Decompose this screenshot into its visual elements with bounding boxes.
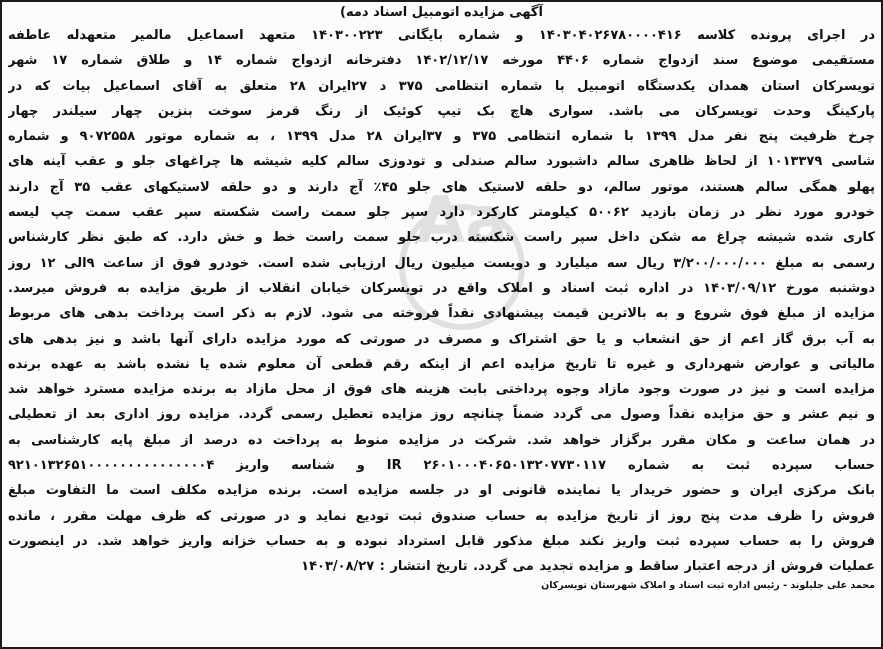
notice-line: مالیاتی و عوارض شهرداری و غیره تا تاریخ مزایده اعم از اینکه رقم قطعی آن معلوم شده یا نشده باشد به عهده برنده (8, 356, 875, 372)
notice-line: فروش را به حساب سپرده ثبت واریز نکند مبلغ مذکور قابل استرداد نبوده و به حساب خزانه واریز خواهد شد. در اینصورت (8, 533, 875, 549)
notice-line: حساب سپرده ثبت به شماره IR ۲۶۰۱۰۰۰۴۰۶۵۰۱۳۲۰۷۷۳۰۱۱۷ و شناسه واریز ۹۲۱۰۱۳۲۶۵۱۰۰۰۰۰۰۰۰۰۰۰۰۰۰۰۴ (8, 458, 875, 474)
signature-line: محمد علی جلیلوند - رئیس اداره ثبت اسناد و املاک شهرستان تویسرکان (541, 579, 875, 591)
notice-line: در اجرای پرونده کلاسه ۱۴۰۳۰۴۰۲۶۷۸۰۰۰۰۴۱۶ و شماره بایگانی ۱۴۰۳۰۰۲۲۳ متعهد اسماعیل مالمیر متعهدله عاطفه (8, 28, 875, 43)
notice-line: دوشنبه مورخ ۱۴۰۳/۰۹/۱۲ در اداره ثبت اسناد و املاک واقع در تویسرکان خیابان انقلاب از طریق مزایده به فروش میرسد. (8, 280, 875, 296)
notice-line: عملیات فروش از درجه اعتبار ساقط و مزایده تجدید می گردد. تاریخ انتشار : ۱۴۰۳/۰۸/۲۷ (301, 559, 875, 575)
notice-line: پهلو همگی سالم هستند، موتور سالم، دو حلقه لاستیک های جلو ۴۵٪ آج دارند و دو حلقه لاستیکهای عقب ۳۵ آج دارند (8, 179, 875, 195)
notice-line: چرخ ظرفیت پنج نفر مدل ۱۳۹۹ با شماره انتظامی ۳۷۵ و ۳۷ایران ۲۸ مدل ۱۳۹۹ ، به شماره موتور ۹۰۷۲۵۵۸ و شماره (8, 129, 875, 145)
notice-line: در همان ساعت و مکان مقرر برگزار خواهد شد. شرکت در مزایده منوط به پرداخت ده درصد از مبلغ پایه کارشناسی به (8, 432, 875, 448)
notice-line: مزایده از مبلغ فوق شروع و به بالاترین قیمت پیشنهادی نقداً فروخته می شود. لازم به ذکر است پرداخت بدهی های مربوط (8, 306, 875, 322)
notice-line: خودرو مورد نظر در زمان بازدید ۵۰۰۶۲ کیلومتر کارکرد دارد سپر جلو سمت راست شکسته سپر عقب سمت چپ لیسه (8, 205, 875, 221)
notice-title: آگهی مزایده اتومبیل اسناد دمه) (340, 5, 543, 20)
svg-text:Aa: Aa (415, 184, 509, 258)
notice-line: فروش را ظرف مدت پنج روز از تاریخ مزایده به حساب صندوق ثبت تودیع نماید و در صورتی که ظرف مهلت مقرر ، مانده (8, 508, 875, 524)
notice-line: به آب برق گاز اعم از حق انشعاب و یا حق اشتراک و مصرف در صورتی که مورد مزایده دارای آنها باشد و نیز بدهی های (8, 331, 875, 347)
notice-line: پارکینگ وحدت تویسرکان می باشد. سواری هاچ بک تیپ کوئیک از رنگ قرمز سوخت بنزین چهار سیلندر چهار (8, 103, 875, 119)
notice-line: بانک مرکزی ایران و حضور خریدار یا نماینده قانونی او در جلسه مزایده است. برنده مزایده مکلف است ما التفاوت مبلغ (8, 483, 875, 499)
notice-body (8, 23, 875, 580)
notice-line: تویسرکان استان همدان یکدستگاه اتومبیل با شماره انتظامی ۳۷۵ د ۲۷ایران ۲۸ متعلق به آقای اسماعیل بیات که در (8, 78, 875, 94)
notice-line: مزایده است و نیز در صورت وجود مازاد وجوه پرداختی بابت هزینه های فوق از محل مازاد به برنده مزایده مسترد خواهد شد (8, 382, 875, 398)
notice-line: رسمی به مبلغ ۳/۲۰۰/۰۰۰/۰۰۰ ریال سه میلیارد و دویست میلیون ریال ارزیابی شده است. خودرو فوق از ساعت ۹الی ۱۲ روز (8, 255, 875, 271)
notice-line: و نیم عشر و حق مزایده نقداً وصول می گردد ضمناً چنانچه روز مزایده تعطیل رسمی گردد. مزایده روز اداری بعد از تعطیلی (8, 407, 875, 423)
notice-line: کاری شده شیشه چراغ مه شکن داخل سپر راست شکسته درب جلو سمت راست خط و خش دارد. که طبق نظر کارشناس (8, 230, 875, 246)
notice-line: مستقیمی موضوع سند ازدواج شماره ۴۴۰۶ مورخه ۱۴۰۲/۱۲/۱۷ دفترخانه ازدواج شماره ۱۴ و طلاق شماره ۱۷ شهر (8, 53, 875, 69)
notice-line: شاسی ۱۰۱۳۳۷۹ از لحاظ ظاهری سالم داشبورد سالم صندلی و تودوزی سالم کلیه شیشه ها چراغهای جلو و عقب آینه های (8, 154, 875, 170)
